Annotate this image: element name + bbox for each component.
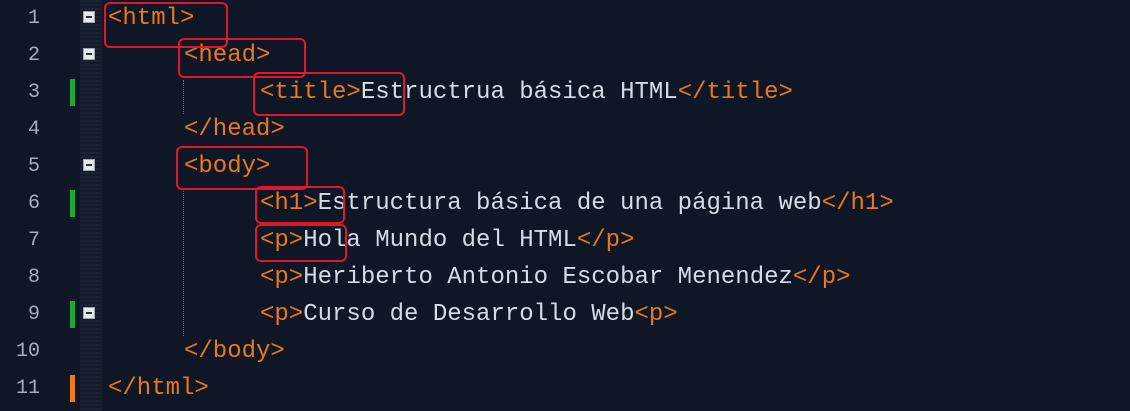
tag-open: <p> — [260, 263, 304, 291]
line-number: 2 — [27, 43, 40, 67]
fold-minus-icon[interactable] — [83, 11, 95, 23]
highlight-h1-tag — [255, 186, 345, 224]
line-number: 9 — [27, 302, 40, 326]
code-line-7[interactable] — [0, 222, 1130, 259]
code-line-5[interactable] — [0, 148, 1130, 185]
tag-open: <html> — [108, 4, 195, 32]
tag-close: </title> — [677, 78, 793, 106]
tag-open: <p> — [260, 226, 304, 254]
line-number: 3 — [27, 80, 40, 104]
tag-close: </p> — [792, 263, 851, 291]
code-line-6[interactable] — [0, 185, 1130, 222]
line-number: 7 — [27, 228, 40, 252]
line-number: 1 — [27, 6, 40, 30]
code-text: Estructrua básica HTML — [360, 78, 678, 106]
line-number: 10 — [15, 339, 40, 363]
line-number: 11 — [15, 376, 40, 400]
tag-open: <head> — [184, 41, 271, 69]
code-text: Estructura básica de una página web — [317, 189, 822, 217]
code-text: Heriberto Antonio Escobar Menendez — [303, 263, 793, 291]
fold-minus-icon[interactable] — [83, 48, 95, 60]
code-line-9[interactable] — [0, 296, 1130, 333]
code-text: Curso de Desarrollo Web — [303, 300, 635, 328]
change-marker-orange — [70, 375, 75, 402]
fold-minus-icon[interactable] — [83, 307, 95, 319]
line-number: 4 — [27, 117, 40, 141]
code-line-4[interactable] — [0, 111, 1130, 148]
change-marker-green — [70, 79, 75, 106]
highlight-title-tag — [253, 72, 405, 116]
code-line-8[interactable] — [0, 259, 1130, 296]
tag-open: </head> — [184, 115, 285, 143]
code-line-11[interactable] — [0, 370, 1130, 407]
line-number: 8 — [27, 265, 40, 289]
tag-open: </body> — [184, 337, 285, 365]
tag-open: <h1> — [260, 189, 318, 217]
tag-open: </html> — [108, 374, 209, 402]
highlight-body-tag — [176, 146, 308, 190]
change-marker-green — [70, 190, 75, 217]
tag-close: </p> — [576, 226, 635, 254]
code-text: Hola Mundo del HTML — [303, 226, 577, 254]
tag-close: <p> — [634, 300, 678, 328]
tag-close: </h1> — [821, 189, 894, 217]
tag-open: <body> — [184, 152, 271, 180]
line-number: 5 — [27, 154, 40, 178]
highlight-p-tag — [255, 224, 347, 262]
code-line-10[interactable] — [0, 333, 1130, 370]
fold-minus-icon[interactable] — [83, 159, 95, 171]
change-marker-green — [70, 301, 75, 328]
line-number: 6 — [27, 191, 40, 215]
code-line-3[interactable] — [0, 74, 1130, 111]
tag-open: <title> — [260, 78, 361, 106]
tag-open: <p> — [260, 300, 304, 328]
